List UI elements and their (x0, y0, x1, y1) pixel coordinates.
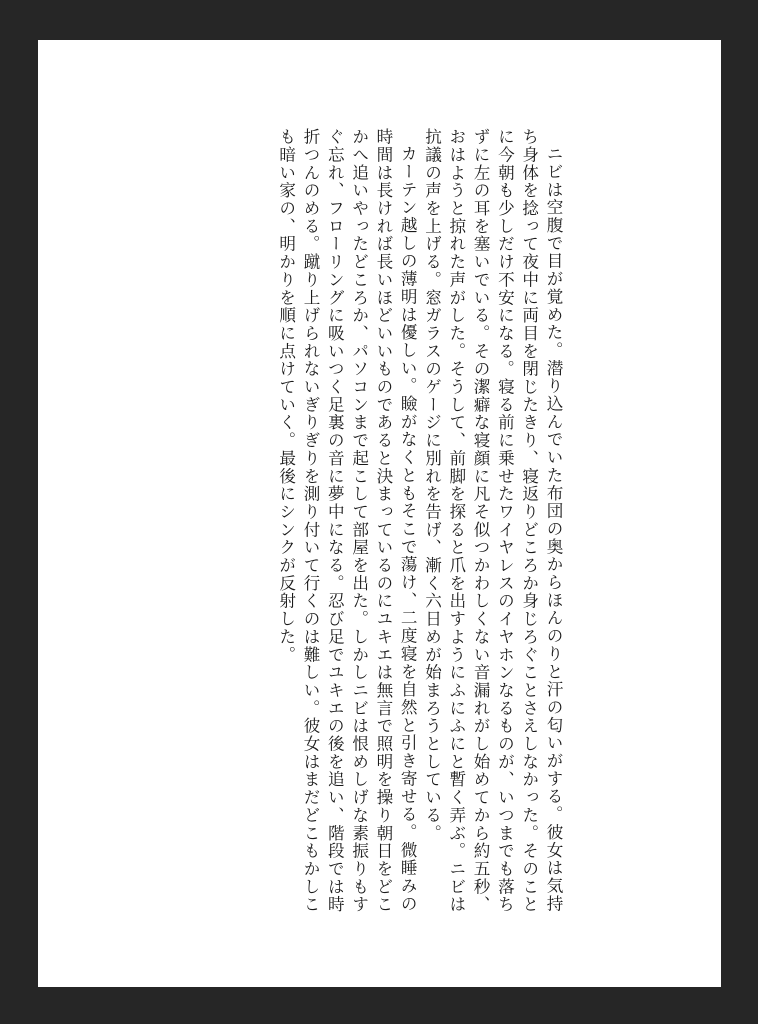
paragraph-2: カーテン越しの薄明は優しい。瞼がなくともそこで蕩け、二度寝を自然と引き寄せる。微睡みの時間は長ければ長いほどいいものであると決まっているのにユキエは無言で照明を操り朝日をどこかへ追いやったどころか、パソコンまで起こして部屋を出た。しかしニビは恨めしげな素振りもすぐ忘れ、フローリングに吸いつく足裏の音に夢中になる。忍び足でユキエの後を追い、階段では時折つんのめる。蹴り上げられないぎりぎりを測り付いて行くのは難しい。彼女はまだどこもかしこも暗い家の、明かりを順に点けていく。最後にシンクが反射した。 (276, 128, 418, 914)
paragraph-1: ニビは空腹で目が覚めた。潜り込んでいた布団の奥からほんのりと汗の匂いがする。彼女は気持ち身体を捻って夜中に両目を閉じたきり、寝返りどころか身じろぐことさえしなかった。そのことに今朝も少しだけ不安になる。寝る前に乗せたワイヤレスのイヤホンなるものが、いつまでも落ちずに左の耳を塞いでいる。その潔癖な寝顔に凡そ似つかわしくない音漏れがし始めてから約五秒、おはようと掠れた声がした。そうして、前脚を探ると爪を出すようにふにふにと暫く弄ぶ。ニビは抗議の声を上げる。窓ガラスのゲージに別れを告げ、漸く六日めが始まろうとしている。 (422, 128, 563, 914)
vertical-text-body (273, 128, 565, 928)
book-page (38, 40, 721, 987)
